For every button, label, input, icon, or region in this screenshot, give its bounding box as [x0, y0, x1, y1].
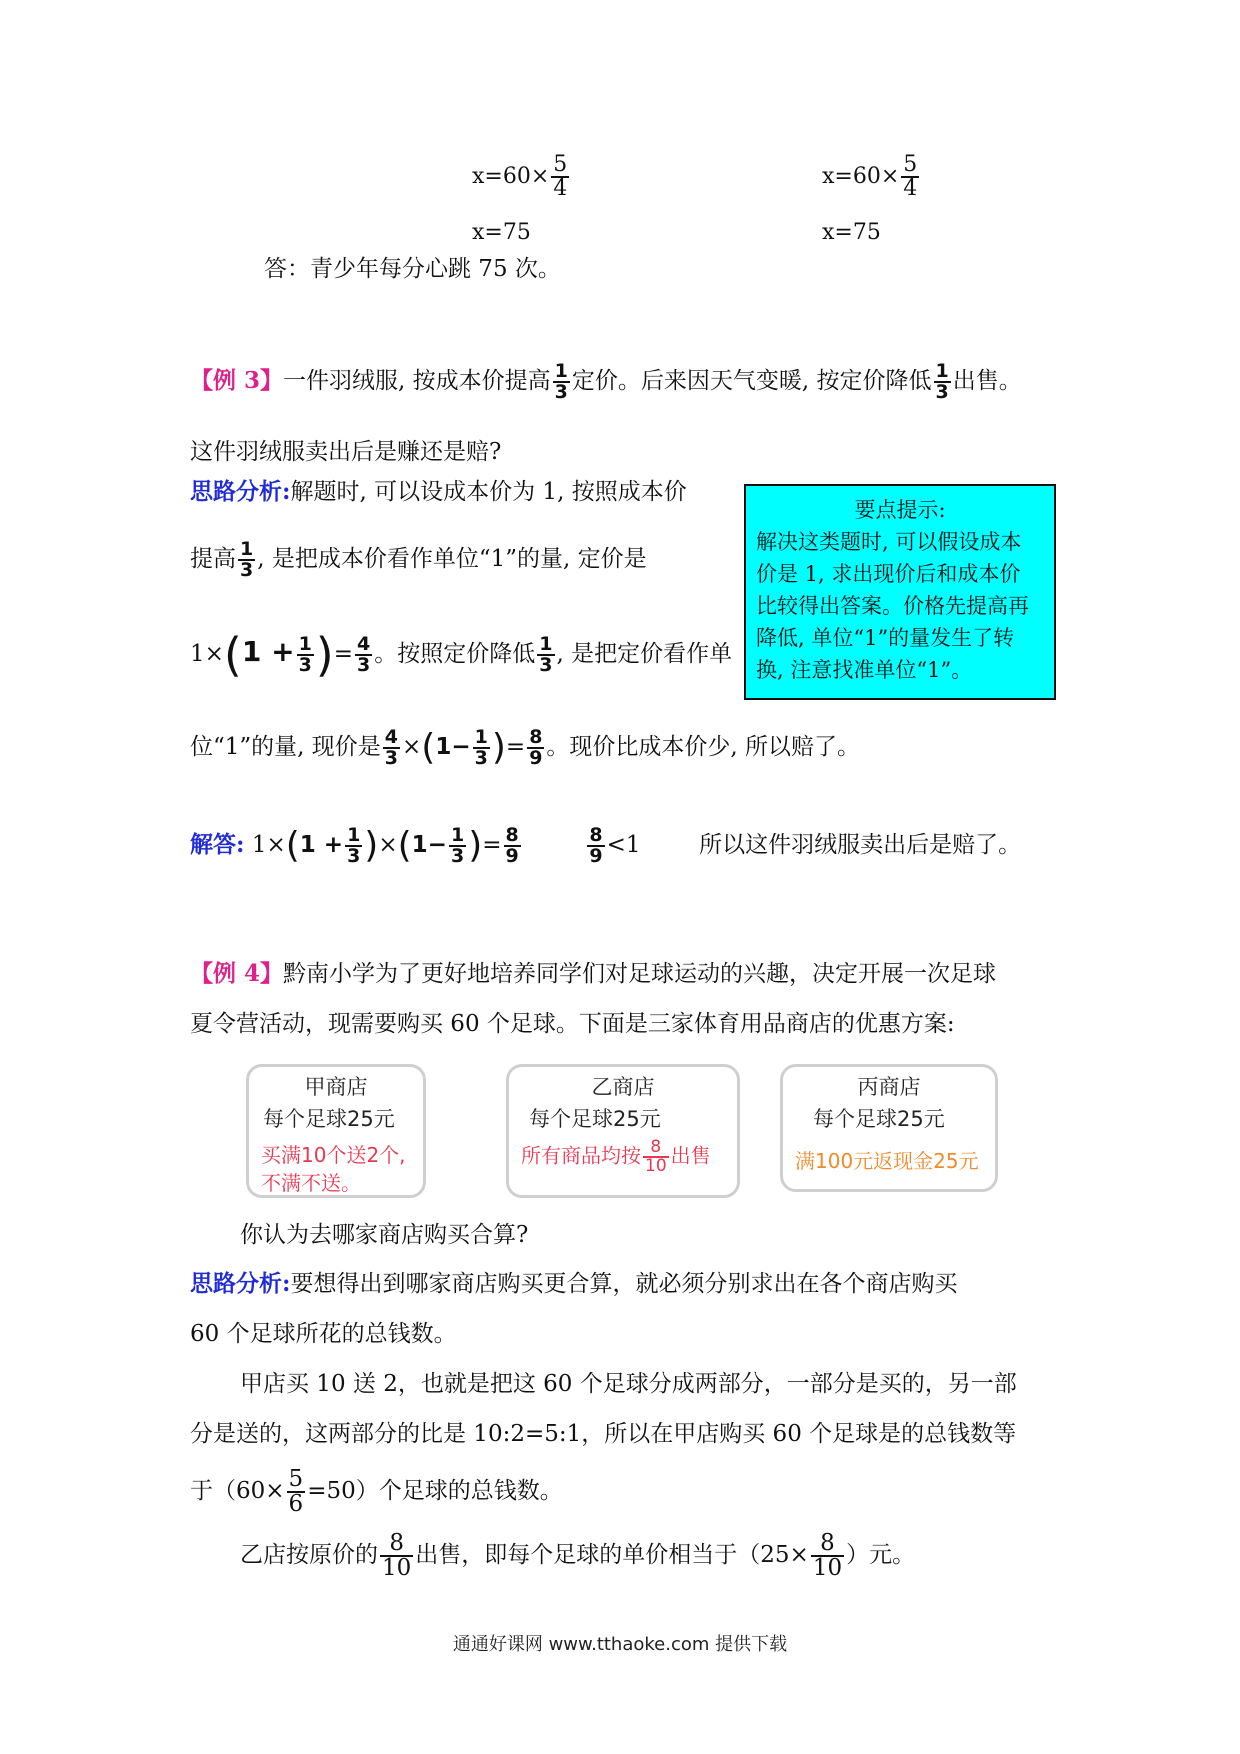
- calc-left: [472, 154, 571, 200]
- shop-name: 乙商店: [591, 1075, 655, 1099]
- fraction: $\frac{8}{10}$: [645, 1137, 667, 1176]
- text: 提高: [190, 546, 236, 572]
- tip-line: 降低, 单位“1”的量发生了转: [756, 626, 1015, 650]
- one: 1 +: [299, 832, 344, 858]
- fraction: $\frac{1}{3}$: [554, 360, 568, 403]
- shop-price: 每个足球25元: [813, 1107, 945, 1131]
- fraction: $\frac{8}{9}$: [589, 824, 603, 867]
- shop-card-yi: [506, 1064, 740, 1198]
- fraction: $\frac{1}{3}$: [474, 726, 488, 769]
- example3-question-line1: [190, 362, 1022, 402]
- text: ）元。: [846, 1542, 916, 1568]
- example4-analysis-line1: [190, 1266, 958, 1302]
- example3-question-line2: 这件羽绒服卖出后是赚还是赔?: [190, 439, 502, 465]
- calc-left-expr: x=60×: [472, 164, 550, 189]
- text: 解题时, 可以设成本价为 1, 按照成本价: [290, 479, 687, 505]
- fraction: $\frac{1}{3}$: [539, 633, 553, 676]
- page-footer: 通通好课网 www.tthaoke.com 提供下载: [452, 1634, 788, 1655]
- text: 定价。后来因天气变暖, 按定价降低: [571, 368, 932, 394]
- one: 1 +: [241, 635, 295, 668]
- analysis-label: 思路分析:: [190, 478, 291, 505]
- example4-question-line1: [190, 956, 996, 992]
- paren-open: (: [285, 825, 300, 866]
- example3-solution: [190, 826, 1021, 866]
- shop-promo: 不满不送。: [261, 1171, 361, 1195]
- equals: =: [333, 641, 354, 667]
- fraction: $\frac{1}{3}$: [935, 360, 949, 403]
- paren-open: (: [223, 628, 242, 682]
- example4-question: 你认为去哪家商店购买合算?: [240, 1222, 529, 1248]
- fraction: $\frac{8}{9}$: [529, 726, 543, 769]
- fraction: $\frac{5}{4}$: [903, 152, 918, 201]
- text: 1×: [190, 641, 224, 667]
- text: 位“1”的量, 现价是: [190, 734, 381, 760]
- text: 所有商品均按: [521, 1143, 641, 1168]
- example4-analysis-line2: 60 个足球所花的总钱数。: [190, 1321, 457, 1347]
- fraction: $\frac{1}{3}$: [347, 824, 361, 867]
- text: 要想得出到哪家商店购买更合算，就必须分别求出在各个商店购买: [290, 1271, 958, 1297]
- shop-promo: 买满10个送2个,: [261, 1143, 406, 1167]
- paren-close: ): [364, 825, 379, 866]
- shop-card-jia: [246, 1064, 426, 1198]
- calc-right-expr: x=60×: [822, 164, 900, 189]
- shop-name: 丙商店: [857, 1075, 921, 1099]
- calc-right-result: x=75: [822, 220, 881, 245]
- shop-price: 每个足球25元: [263, 1107, 395, 1131]
- fraction: $\frac{8}{9}$: [505, 824, 519, 867]
- text: =50）个足球的总钱数。: [307, 1478, 563, 1504]
- answer-line: 答：青少年每分心跳 75 次。: [264, 256, 561, 282]
- paren-open: (: [397, 825, 412, 866]
- shop-name: 甲商店: [304, 1075, 368, 1099]
- calc-left-result: x=75: [472, 220, 531, 245]
- text: , 是把定价看作单: [556, 641, 733, 667]
- fraction: $\frac{8}{10}$: [382, 1530, 412, 1581]
- shop-promo: [521, 1139, 711, 1175]
- times: ×: [378, 832, 398, 858]
- example4-tag: 【例 4】: [190, 960, 284, 987]
- equals: =: [482, 832, 502, 858]
- example3-tag: 【例 3】: [190, 367, 284, 394]
- fraction: $\frac{1}{3}$: [450, 824, 465, 867]
- example4-paragraph1-line3: [190, 1468, 563, 1516]
- text: , 是把成本价看作单位“1”的量, 定价是: [257, 546, 647, 572]
- fraction: $\frac{4}{3}$: [357, 633, 371, 676]
- text: 黔南小学为了更好地培养同学们对足球运动的兴趣，决定开展一次足球: [283, 961, 997, 987]
- shop-price: 每个足球25元: [529, 1107, 661, 1131]
- equals: =: [505, 734, 526, 760]
- paren-open: (: [421, 727, 436, 768]
- compare: <1: [606, 832, 641, 858]
- text: 于（60×: [190, 1478, 285, 1504]
- shop-promo: 满100元返现金25元: [795, 1149, 979, 1173]
- fraction: $\frac{8}{10}$: [812, 1530, 843, 1581]
- tip-line: 换, 注意找准单位“1”。: [756, 658, 973, 682]
- text: 1×: [251, 832, 286, 858]
- text: 乙店按原价的: [240, 1542, 378, 1568]
- tip-line: 价是 1, 求出现价后和成本价: [756, 562, 1021, 586]
- text: 出售，即每个足球的单价相当于（25×: [415, 1542, 809, 1568]
- analysis-label: 思路分析:: [190, 1270, 291, 1297]
- text: 出售: [670, 1143, 711, 1168]
- text: 出售。: [952, 368, 1022, 394]
- example4-question-line2: 夏令营活动，现需要购买 60 个足球。下面是三家体育用品商店的优惠方案:: [190, 1011, 955, 1037]
- fraction: $\frac{1}{3}$: [240, 538, 254, 581]
- paren-close: ): [491, 727, 506, 768]
- tip-box: [744, 484, 1056, 700]
- example3-analysis-line2: [190, 540, 647, 580]
- one: 1−: [411, 832, 447, 858]
- example3-analysis-line4: [190, 728, 860, 768]
- paren-close: ): [468, 825, 483, 866]
- shop-card-bing: [780, 1064, 998, 1192]
- example3-analysis-line3: [190, 628, 733, 682]
- fraction: $\frac{5}{6}$: [288, 1466, 304, 1517]
- text: 一件羽绒服, 按成本价提高: [283, 368, 551, 394]
- conclusion: 所以这件羽绒服卖出后是赔了。: [699, 832, 1022, 858]
- fraction: $\frac{1}{3}$: [298, 633, 312, 676]
- fraction: $\frac{4}{3}$: [384, 726, 399, 769]
- tip-title: 要点提示:: [854, 498, 946, 522]
- text: 。现价比成本价少, 所以赔了。: [546, 734, 861, 760]
- example4-paragraph2: [240, 1532, 915, 1580]
- calc-right: [822, 154, 921, 200]
- fraction: $\frac{5}{4}$: [553, 152, 568, 201]
- paren-close: ): [315, 628, 334, 682]
- solution-label: 解答:: [190, 831, 245, 858]
- example4-paragraph1-line1: 甲店买 10 送 2，也就是把这 60 个足球分成两部分，一部分是买的，另一部: [240, 1371, 1017, 1397]
- example3-analysis-line1: [190, 474, 687, 510]
- tip-line: 解决这类题时, 可以假设成本: [756, 530, 1022, 554]
- example4-paragraph1-line2: 分是送的，这两部分的比是 10:2=5:1，所以在甲店购买 60 个足球是的总钱数等: [190, 1421, 1017, 1447]
- times: ×: [402, 734, 422, 760]
- text: 。按照定价降低: [374, 641, 536, 667]
- one: 1−: [435, 734, 471, 760]
- tip-line: 比较得出答案。价格先提高再: [756, 594, 1029, 618]
